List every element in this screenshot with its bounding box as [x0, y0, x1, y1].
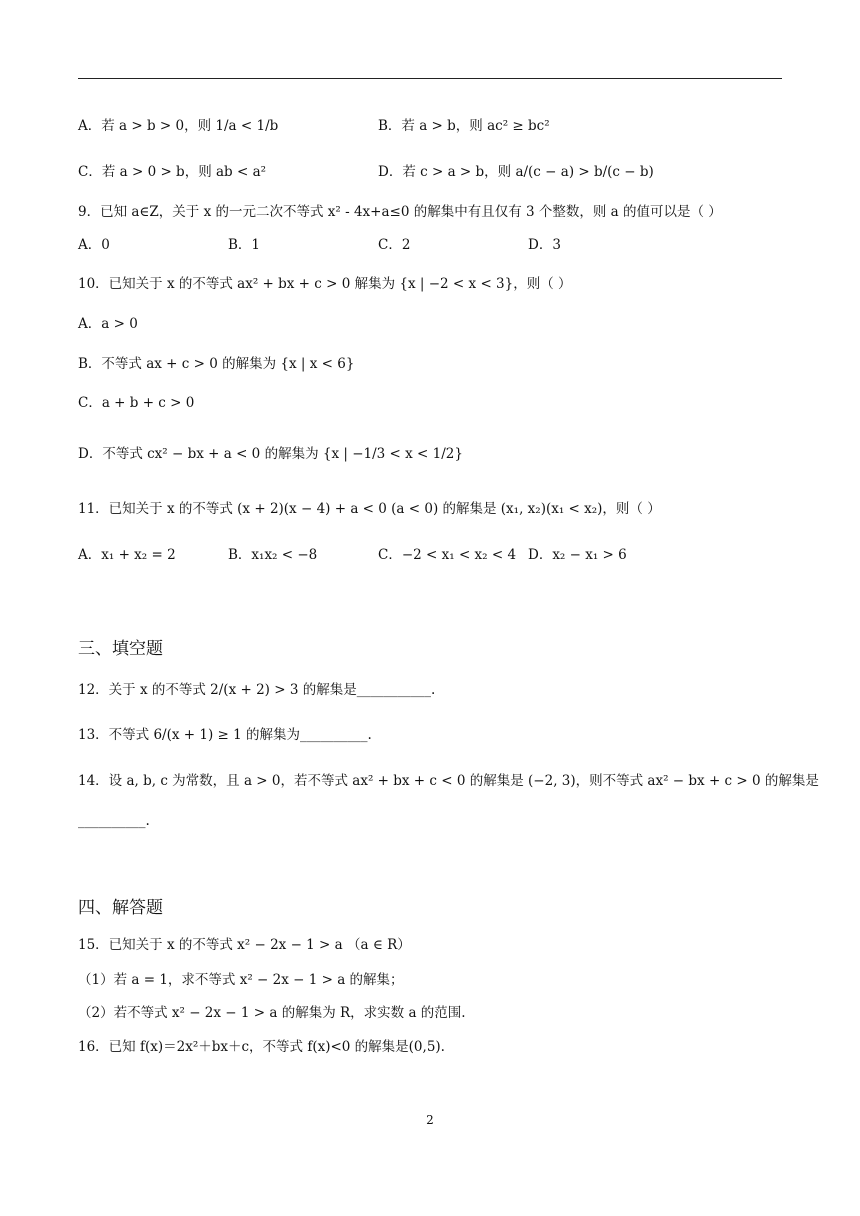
page-number: 2 — [426, 1113, 434, 1127]
q11-stem: 11．已知关于 x 的不等式 (x + 2)(x − 4) + a < 0 (a < 0) 的解集是 (x₁, x₂)(x₁ < x₂)，则（ ） — [78, 501, 661, 517]
q11-option-b: B．x₁x₂ < −8 — [228, 547, 318, 563]
q10-stem: 10．已知关于 x 的不等式 ax² + bx + c > 0 解集为 {x | −2 < x < 3}，则（ ） — [78, 276, 572, 292]
q13: 13．不等式 6/(x + 1) ≥ 1 的解集为__________. — [78, 727, 372, 743]
q11-option-d: D．x₂ − x₁ > 6 — [528, 547, 627, 563]
q9-stem: 9．已知 a∈Z，关于 x 的一元二次不等式 x² - 4x+a≤0 的解集中有且仅有 3 个整数，则 a 的值可以是（ ） — [78, 204, 722, 220]
q10-option-a: A．a > 0 — [78, 316, 138, 332]
q8-option-d: D．若 c > a > b，则 a/(c − a) > b/(c − b) — [378, 164, 654, 180]
q10-option-d: D．不等式 cx² − bx + a < 0 的解集为 {x | −1/3 < x < 1/2} — [78, 446, 463, 462]
header-rule — [78, 78, 782, 79]
q8-option-a: A．若 a > b > 0，则 1/a < 1/b — [78, 118, 279, 134]
q9-option-c: C．2 — [378, 237, 411, 253]
section-heading-fill-in: 三、填空题 — [78, 639, 163, 659]
q9-option-a: A．0 — [78, 237, 110, 253]
section-heading-solutions: 四、解答题 — [78, 898, 163, 918]
q10-option-c: C．a + b + c > 0 — [78, 395, 195, 411]
q9-option-d: D．3 — [528, 237, 561, 253]
q14-line2: __________. — [78, 813, 150, 829]
q11-option-c: C．−2 < x₁ < x₂ < 4 — [378, 547, 517, 563]
q15-part2: （2）若不等式 x² − 2x − 1 > a 的解集为 R，求实数 a 的范围. — [78, 1005, 466, 1021]
q16: 16．已知 f(x)＝2x²＋bx＋c，不等式 f(x)<0 的解集是(0,5). — [78, 1039, 445, 1055]
q11-option-a: A．x₁ + x₂ = 2 — [78, 547, 176, 563]
q9-option-b: B．1 — [228, 237, 261, 253]
q12: 12．关于 x 的不等式 2/(x + 2) > 3 的解集是___________. — [78, 682, 436, 698]
q14-line1: 14．设 a, b, c 为常数，且 a > 0，若不等式 ax² + bx + c < 0 的解集是 (−2, 3)，则不等式 ax² − bx + c > 0 的解集是 — [78, 773, 819, 789]
q15-part1: （1）若 a = 1，求不等式 x² − 2x − 1 > a 的解集； — [78, 972, 404, 988]
q15-stem: 15．已知关于 x 的不等式 x² − 2x − 1 > a （a ∈ R） — [78, 937, 411, 953]
q8-option-b: B．若 a > b，则 ac² ≥ bc² — [378, 118, 550, 134]
q8-option-c: C．若 a > 0 > b，则 ab < a² — [78, 164, 267, 180]
q10-option-b: B．不等式 ax + c > 0 的解集为 {x | x < 6} — [78, 356, 355, 372]
